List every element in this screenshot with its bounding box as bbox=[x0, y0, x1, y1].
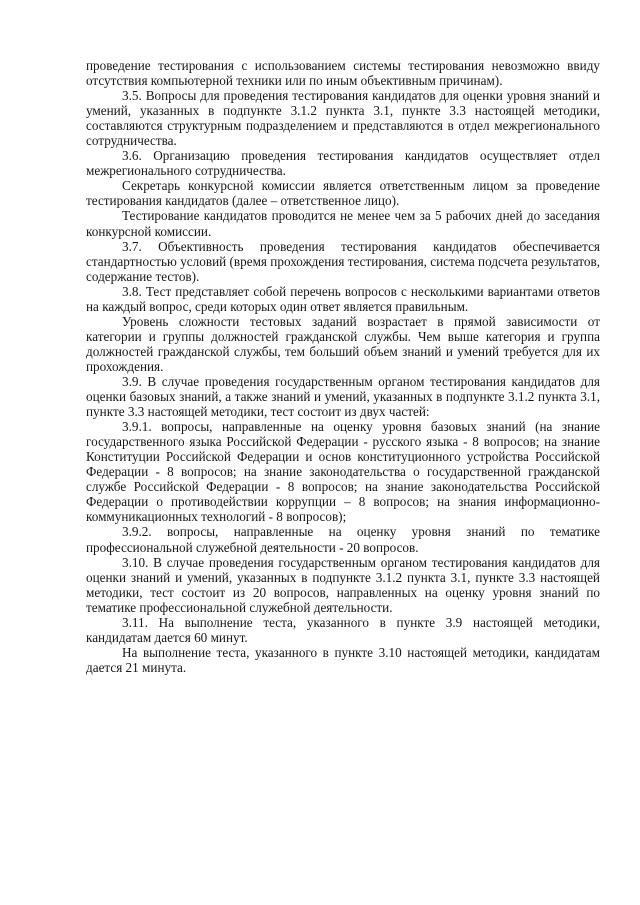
paragraph-3-11-b: На выполнение теста, указанного в пункте 3.10 настоящей методики, кандидатам дается 21 минута. bbox=[86, 644, 600, 675]
paragraph-3-7: 3.7. Объективность проведения тестирования кандидатов обеспечивается стандартностью условий (время прохождения тестирования, система подсчета результатов, содержание тестов). bbox=[86, 238, 600, 284]
paragraph-complexity: Уровень сложности тестовых заданий возрастает в прямой зависимости от категории и группы должностей гражданской службы. Чем выше категория и группа должностей гражданской службы, тем больший объем знаний и умений требуется для их прохождения. bbox=[86, 313, 600, 374]
paragraph-continuation: проведение тестирования с использованием системы тестирования невозможно ввиду отсутствия компьютерной техники или по иным объективным причинам). bbox=[86, 58, 600, 89]
paragraph-testing-days: Тестирование кандидатов проводится не менее чем за 5 рабочих дней до заседания конкурсной комиссии. bbox=[86, 208, 600, 239]
paragraph-3-11: 3.11. На выполнение теста, указанного в пункте 3.9 настоящей методики, кандидатам дается 60 минут. bbox=[86, 614, 600, 645]
paragraph-3-6: 3.6. Организацию проведения тестирования кандидатов осуществляет отдел межрегионального сотрудничества. bbox=[86, 148, 600, 179]
paragraph-3-5: 3.5. Вопросы для проведения тестирования кандидатов для оценки уровня знаний и умений, указанных в подпункте 3.1.2 пункта 3.1, пункте 3.3 настоящей методики, составляются структурным подразделением и представляются в отдел межрегионального сотрудничества. bbox=[86, 88, 600, 149]
document-body bbox=[86, 58, 600, 675]
paragraph-3-9-2: 3.9.2. вопросы, направленные на оценку уровня знаний по тематике профессиональной служебной деятельности - 20 вопросов. bbox=[86, 524, 600, 555]
paragraph-3-9-1: 3.9.1. вопросы, направленные на оценку уровня базовых знаний (на знание государственного языка Российской Федерации - русского языка - 8 вопросов; на знание Конституции Российской Федерации и основ конституционного устройства Российской Федерации - 8 вопросов; на знание законодательства о государственной гражданской службе Российской Федерации - 8 вопросов; на знание законодательства Российской Федерации о противодействии коррупции – 8 вопросов; на знания информационно-коммуникационных технологий - 8 вопросов); bbox=[86, 419, 600, 525]
paragraph-3-10: 3.10. В случае проведения государственным органом тестирования кандидатов для оценки знаний и умений, указанных в подпункте 3.1.2 пункта 3.1, пункте 3.3 настоящей методики, тест состоит из 20 вопросов, направленных на оценку уровня знаний по тематике профессиональной служебной деятельности. bbox=[86, 554, 600, 615]
paragraph-secretary: Секретарь конкурсной комиссии является ответственным лицом за проведение тестирования кандидатов (далее – ответственное лицо). bbox=[86, 178, 600, 209]
paragraph-3-8: 3.8. Тест представляет собой перечень вопросов с несколькими вариантами ответов на каждый вопрос, среди которых один ответ является правильным. bbox=[86, 283, 600, 314]
paragraph-3-9: 3.9. В случае проведения государственным органом тестирования кандидатов для оценки базовых знаний, а также знаний и умений, указанных в подпункте 3.1.2 пункта 3.1, пункте 3.3 настоящей методики, тест состоит из двух частей: bbox=[86, 373, 600, 420]
